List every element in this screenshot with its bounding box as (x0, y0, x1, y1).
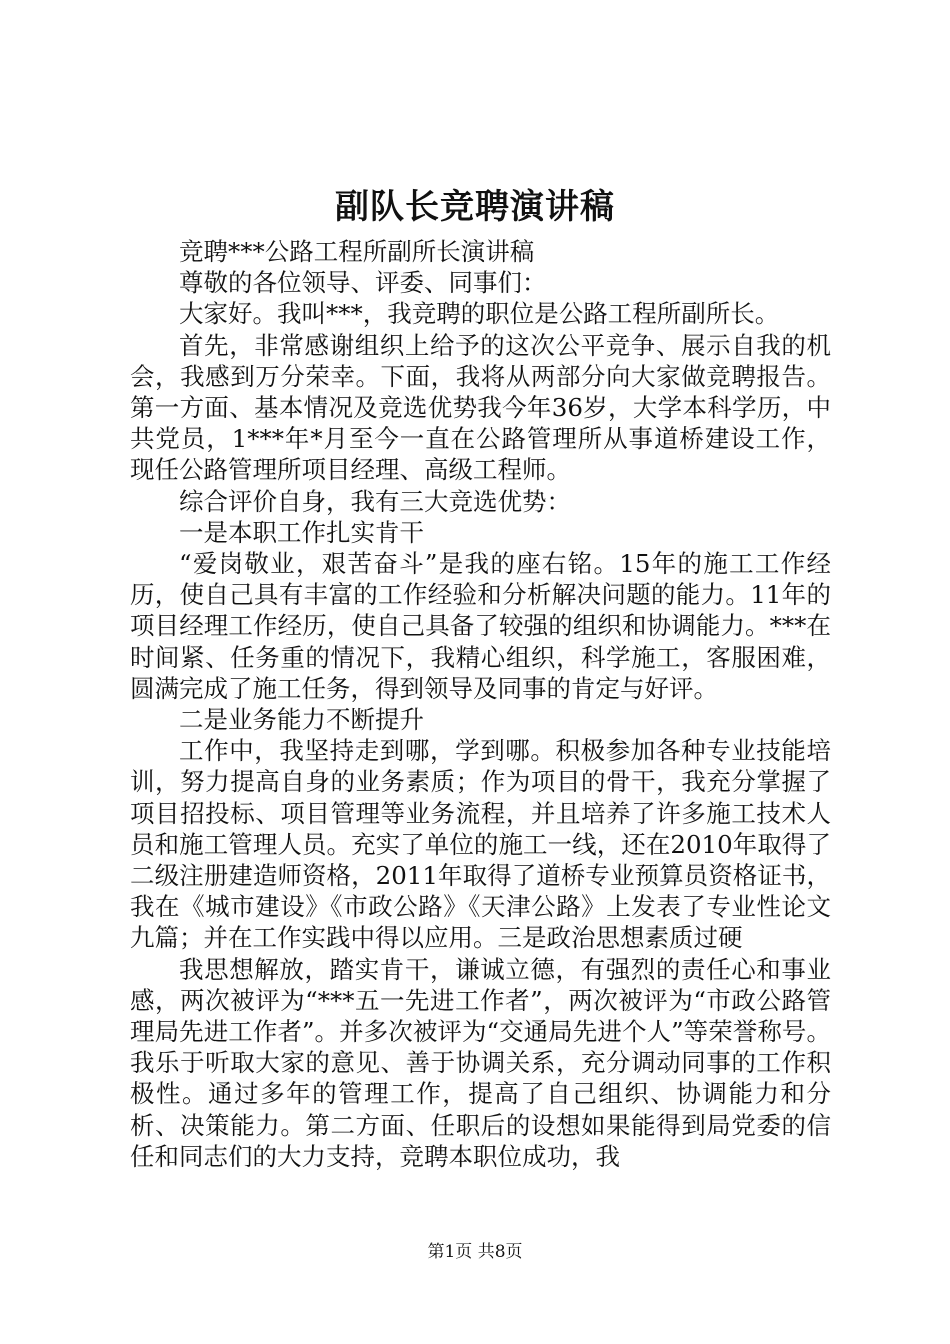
paragraph: 大家好。我叫***，我竞聘的职位是公路工程所副所长。 (179, 299, 780, 329)
document-title: 副队长竞聘演讲稿 (335, 187, 615, 227)
paragraph: 工作中，我坚持走到哪，学到哪。积极参加各种专业技能培训，努力提高自身的业务素质；作为项目的骨干，我充分掌握了项目招投标、项目管理等业务流程，并且培养了许多施工技术人员和施工管理人员。充实了单位的施工一线，还在2010年取得了二级注册建造师资格，2011年取得了道桥专业预算员资格证书，我在《城市建设》《市政公路》《天津公路》上发表了专业性论文九篇；并在工作实践中得以应用。三是政治思想素质过硬 (130, 736, 831, 953)
paragraph: 一是本职工作扎实肯干 (179, 517, 424, 547)
paragraph: 首先，非常感谢组织上给予的这次公平竞争、展示自我的机会，我感到万分荣幸。下面，我将从两部分向大家做竞聘报告。第一方面、基本情况及竞选优势我今年36岁，大学本科学历，中共党员，1***年*月至今一直在公路管理所从事道桥建设工作，现任公路管理所项目经理、高级工程师。 (130, 330, 831, 485)
paragraph: “爱岗敬业，艰苦奋斗”是我的座右铭。15年的施工工作经历，使自己具有丰富的工作经验和分析解决问题的能力。11年的项目经理工作经历，使自己具备了较强的组织和协调能力。***在时间紧、任务重的情况下，我精心组织，科学施工，客服困难，圆满完成了施工任务，得到领导及同事的肯定与好评。 (130, 549, 831, 703)
paragraph: 综合评价自身，我有三大竞选优势： (179, 486, 571, 516)
paragraph: 我思想解放，踏实肯干，谦诚立德，有强烈的责任心和事业感，两次被评为“***五一先进工作者”，两次被评为“市政公路管理局先进工作者”。并多次被评为“交通局先进个人”等荣誉称号。我乐于听取大家的意见、善于协调关系，充分调动同事的工作积极性。通过多年的管理工作，提高了自己组织、协调能力和分析、决策能力。第二方面、任职后的设想如果能得到局党委的信任和同志们的大力支持，竞聘本职位成功，我 (130, 954, 831, 1171)
document-body (130, 236, 831, 1172)
paragraph: 竞聘***公路工程所副所长演讲稿 (179, 237, 535, 266)
paragraph: 二是业务能力不断提升 (179, 705, 424, 735)
page-footer: 第1页 共8页 (427, 1242, 523, 1262)
paragraph: 尊敬的各位领导、评委、同事们： (179, 268, 547, 298)
